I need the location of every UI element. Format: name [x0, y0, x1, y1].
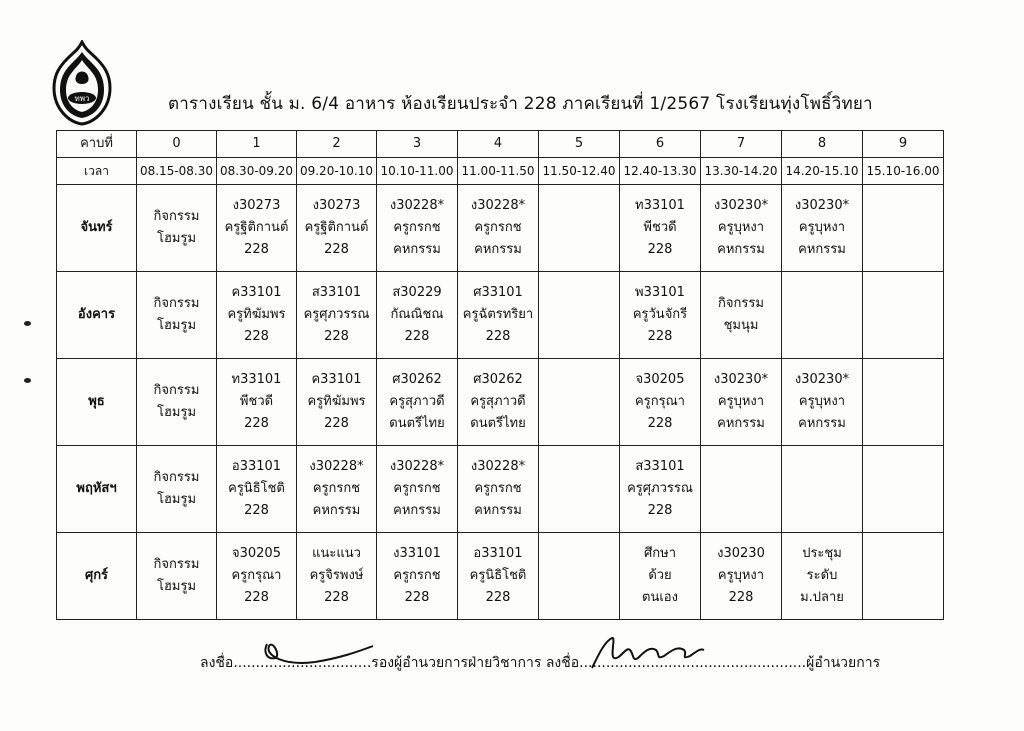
time-label: เวลา	[57, 158, 137, 185]
class-cell	[620, 185, 701, 272]
class-cell-line: ท33101	[635, 198, 685, 213]
class-cell	[217, 359, 297, 446]
class-cell-line: โฮมรูม	[156, 492, 197, 507]
class-cell-line: 228	[244, 590, 269, 605]
role-director: ผู้อำนวยการ	[806, 655, 881, 671]
period-label: คาบที่	[57, 131, 137, 158]
timetable	[56, 130, 944, 620]
class-cell-line: กัณณิชณ	[390, 307, 444, 322]
day-row	[57, 533, 944, 620]
class-cell	[863, 359, 944, 446]
class-cell-line: 228	[324, 242, 349, 257]
class-cell-line: ครูกรุณา	[635, 394, 685, 409]
class-cell-line: ครูฐิติกานต์	[304, 220, 369, 235]
class-cell-line: ครูกรกช	[393, 568, 441, 583]
class-cell	[782, 272, 863, 359]
class-cell	[782, 185, 863, 272]
role-vice-director: รองผู้อำนวยการฝ่ายวิชาการ	[371, 655, 542, 671]
class-cell-line: ครูนิธิโชติ	[469, 568, 527, 583]
class-cell-line: ค33101	[231, 285, 282, 300]
class-cell-line: คหกรรม	[393, 242, 441, 257]
class-cell-line: คหกรรม	[474, 503, 522, 518]
period-header-row	[57, 131, 944, 158]
class-cell	[137, 359, 217, 446]
class-cell	[377, 446, 458, 533]
class-cell-line: 228	[404, 329, 430, 344]
class-cell-line: ครูฉัตรทริยา	[462, 307, 534, 322]
class-cell-line: ง30273	[312, 198, 361, 213]
class-cell	[377, 533, 458, 620]
class-cell-line: ครูกรกช	[474, 220, 522, 235]
class-cell-line: ง30273	[232, 198, 281, 213]
class-cell-line: ง30230	[717, 546, 765, 561]
class-cell-line: ตนเอง	[642, 590, 678, 605]
time-slot: 11.00-11.50	[458, 158, 539, 185]
class-cell	[701, 446, 782, 533]
class-cell	[297, 446, 377, 533]
class-cell-line: ครูทิฆัมพร	[307, 394, 366, 409]
class-cell-line: 228	[647, 503, 673, 518]
class-cell-line: อ33101	[231, 459, 282, 474]
class-cell	[701, 272, 782, 359]
class-cell	[539, 446, 620, 533]
class-cell-line: พีชวดี	[239, 394, 274, 409]
class-cell-line: ครูกรกช	[312, 481, 361, 496]
school-logo	[50, 40, 114, 126]
class-cell-line: ศึกษา	[644, 546, 676, 561]
period-number: 3	[377, 131, 458, 158]
class-cell	[137, 272, 217, 359]
sign-label-2: ลงชื่อ	[545, 655, 580, 671]
class-cell-line: 228	[244, 416, 269, 431]
sign-label-1: ลงชื่อ	[200, 655, 234, 671]
time-slot: 08.30-09.20	[217, 158, 297, 185]
class-cell	[297, 185, 377, 272]
time-header-row	[57, 158, 944, 185]
class-cell	[217, 533, 297, 620]
class-cell-line: 228	[485, 590, 511, 605]
period-number: 4	[458, 131, 539, 158]
class-cell-line: คหกรรม	[474, 242, 522, 257]
class-cell-line: ครูกรกช	[393, 481, 441, 496]
time-slot: 13.30-14.20	[701, 158, 782, 185]
class-cell-line: ครูบุหงา	[798, 394, 846, 409]
class-cell	[297, 533, 377, 620]
class-cell-line: โฮมรูม	[156, 318, 197, 333]
class-cell-line: จ30205	[232, 546, 281, 561]
class-cell-line: อ33101	[473, 546, 523, 561]
day-row	[57, 359, 944, 446]
class-cell-line: ง30228*	[389, 459, 445, 474]
class-cell	[620, 272, 701, 359]
class-cell	[701, 359, 782, 446]
dotted-line-1: ...............................	[233, 655, 372, 671]
day-name: พฤหัสฯ	[57, 446, 137, 533]
class-cell	[377, 359, 458, 446]
period-number: 2	[297, 131, 377, 158]
class-cell-line: ครูทิฆัมพร	[227, 307, 286, 322]
class-cell-line: ระดับ	[806, 568, 838, 583]
class-cell	[620, 446, 701, 533]
time-slot: 09.20-10.10	[297, 158, 377, 185]
class-cell-line: กิจกรรม	[153, 383, 200, 398]
period-number: 6	[620, 131, 701, 158]
class-cell-line: กิจกรรม	[153, 209, 200, 224]
time-slot: 15.10-16.00	[863, 158, 944, 185]
period-number: 7	[701, 131, 782, 158]
class-cell-line: ประชุม	[802, 546, 842, 561]
class-cell-line: 228	[485, 329, 511, 344]
class-cell-line: ครูบุหงา	[717, 394, 765, 409]
class-cell	[782, 533, 863, 620]
class-cell-line: กิจกรรม	[153, 296, 200, 311]
class-cell	[137, 533, 217, 620]
class-cell-line: ครูบุหงา	[798, 220, 846, 235]
class-cell-line: ครูสุภาวดี	[470, 394, 526, 409]
class-cell-line: พีชวดี	[643, 220, 677, 235]
class-cell	[863, 272, 944, 359]
class-cell	[137, 446, 217, 533]
time-slot: 08.15-08.30	[137, 158, 217, 185]
class-cell-line: ครูศุภวรรณ	[627, 481, 693, 496]
class-cell-line: ครูฐิติกานต์	[224, 220, 289, 235]
class-cell	[782, 446, 863, 533]
time-slot: 12.40-13.30	[620, 158, 701, 185]
class-cell	[701, 533, 782, 620]
time-slot: 14.20-15.10	[782, 158, 863, 185]
class-cell-line: 228	[244, 242, 269, 257]
period-number: 1	[217, 131, 297, 158]
period-number: 8	[782, 131, 863, 158]
punch-hole-top	[24, 321, 31, 326]
class-cell-line: ดนตรีไทย	[470, 416, 526, 431]
class-cell-line: ส33101	[635, 459, 685, 474]
class-cell-line: ง33101	[393, 546, 441, 561]
class-cell-line: กิจกรรม	[153, 470, 200, 485]
period-number: 0	[137, 131, 217, 158]
class-cell-line: โฮมรูม	[156, 579, 197, 594]
class-cell	[539, 272, 620, 359]
class-cell-line: โฮมรูม	[156, 405, 197, 420]
class-cell	[701, 185, 782, 272]
class-cell-line: ง30230*	[794, 198, 850, 213]
punch-hole-bottom	[24, 378, 31, 383]
class-cell-line: ง30228*	[470, 459, 526, 474]
class-cell	[620, 533, 701, 620]
class-cell	[377, 185, 458, 272]
class-cell-line: จ30205	[635, 372, 685, 387]
dotted-line-2: ...................................................	[579, 655, 807, 671]
class-cell-line: ชุมนุม	[723, 318, 759, 333]
class-cell-line: 228	[647, 242, 673, 257]
class-cell	[458, 185, 539, 272]
class-cell-line: 228	[324, 329, 349, 344]
day-name: พุธ	[57, 359, 137, 446]
class-cell	[137, 185, 217, 272]
day-name: ศุกร์	[57, 533, 137, 620]
class-cell-line: ศ30262	[473, 372, 523, 387]
period-number: 5	[539, 131, 620, 158]
class-cell-line: ม.ปลาย	[800, 590, 844, 605]
class-cell-line: ง30228*	[309, 459, 364, 474]
class-cell	[458, 272, 539, 359]
class-cell-line: ครูศุภวรรณ	[303, 307, 370, 322]
class-cell-line: 228	[647, 329, 673, 344]
class-cell	[217, 185, 297, 272]
time-slot: 11.50-12.40	[539, 158, 620, 185]
class-cell-line: 228	[647, 416, 673, 431]
class-cell-line: กิจกรรม	[718, 296, 764, 311]
page-title: ตารางเรียน ชั้น ม. 6/4 อาหาร ห้องเรียนประจำ 228 ภาคเรียนที่ 1/2567 โรงเรียนทุ่งโพธิ์วิทยา	[168, 94, 873, 114]
class-cell-line: คหกรรม	[393, 503, 441, 518]
class-cell-line: กิจกรรม	[153, 557, 200, 572]
class-cell-line: ครูกรกช	[393, 220, 441, 235]
class-cell	[297, 272, 377, 359]
day-name: จันทร์	[57, 185, 137, 272]
class-cell	[782, 359, 863, 446]
logo-text: ทพว	[74, 94, 90, 103]
class-cell-line: ง30230*	[713, 198, 769, 213]
class-cell-line: คหกรรม	[798, 416, 846, 431]
class-cell-line: คหกรรม	[717, 242, 765, 257]
class-cell-line: ค33101	[311, 372, 362, 387]
class-cell-line: ศ33101	[473, 285, 523, 300]
class-cell-line: ท33101	[231, 372, 282, 387]
class-cell-line: ส30229	[392, 285, 442, 300]
class-cell-line: ครูบุหงา	[717, 568, 765, 583]
class-cell	[620, 359, 701, 446]
class-cell-line: คหกรรม	[312, 503, 361, 518]
day-row	[57, 272, 944, 359]
class-cell-line: ง30230*	[713, 372, 769, 387]
class-cell-line: 228	[324, 590, 349, 605]
class-cell-line: ครูกรุณา	[231, 568, 282, 583]
class-cell-line: ครูบุหงา	[717, 220, 765, 235]
class-cell-line: ครูวันจักรี	[632, 307, 688, 322]
day-row	[57, 446, 944, 533]
class-cell	[458, 359, 539, 446]
class-cell	[297, 359, 377, 446]
class-cell-line: ง30230*	[794, 372, 850, 387]
class-cell-line: ด้วย	[648, 568, 672, 583]
class-cell-line: 228	[324, 416, 349, 431]
class-cell	[458, 446, 539, 533]
day-row	[57, 185, 944, 272]
class-cell-line: ง30228*	[389, 198, 445, 213]
class-cell	[458, 533, 539, 620]
class-cell-line: คหกรรม	[798, 242, 846, 257]
class-cell-line: ง30228*	[470, 198, 526, 213]
class-cell-line: 228	[404, 590, 430, 605]
class-cell	[863, 185, 944, 272]
class-cell-line: 228	[244, 503, 269, 518]
class-cell	[539, 185, 620, 272]
class-cell	[539, 533, 620, 620]
class-cell-line: 228	[728, 590, 754, 605]
class-cell-line: โฮมรูม	[156, 231, 197, 246]
class-cell-line: แนะแนว	[312, 546, 361, 561]
class-cell-line: ครูจิรพงษ์	[309, 568, 364, 583]
period-number: 9	[863, 131, 944, 158]
class-cell-line: ศ30262	[392, 372, 442, 387]
class-cell-line: 228	[244, 329, 269, 344]
class-cell-line: ครูกรกช	[474, 481, 522, 496]
signature-row	[200, 652, 880, 674]
class-cell-line: คหกรรม	[717, 416, 765, 431]
class-cell-line: ครูสุภาวดี	[389, 394, 445, 409]
class-cell-line: พ33101	[635, 285, 685, 300]
class-cell	[539, 359, 620, 446]
class-cell-line: ดนตรีไทย	[389, 416, 445, 431]
class-cell	[217, 446, 297, 533]
class-cell-line: ส33101	[311, 285, 362, 300]
day-name: อังคาร	[57, 272, 137, 359]
class-cell	[863, 446, 944, 533]
time-slot: 10.10-11.00	[377, 158, 458, 185]
class-cell	[217, 272, 297, 359]
class-cell	[377, 272, 458, 359]
class-cell-line: ครูนิธิโชติ	[228, 481, 285, 496]
class-cell	[863, 533, 944, 620]
